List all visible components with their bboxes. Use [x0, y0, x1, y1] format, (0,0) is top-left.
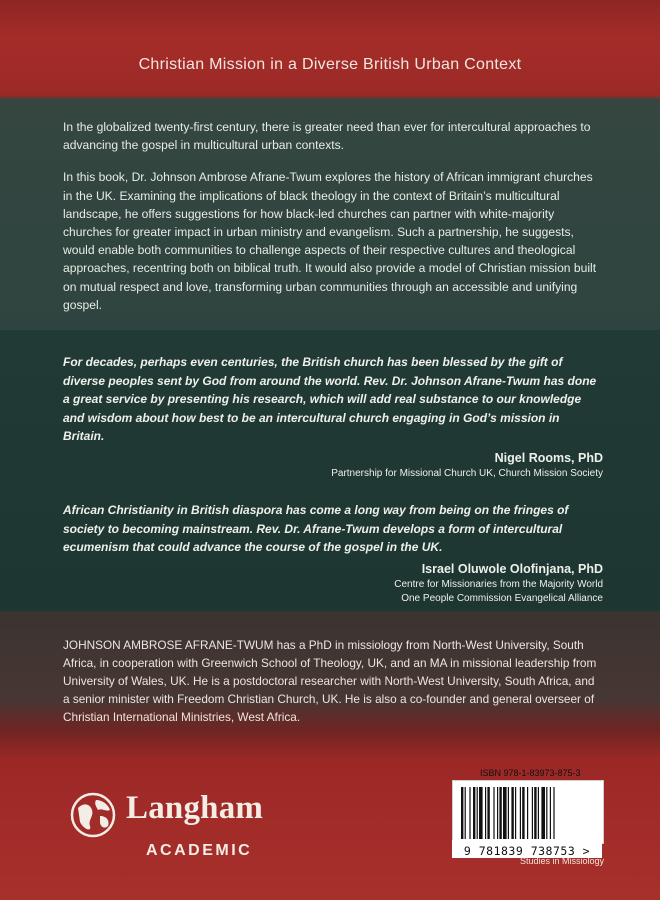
endorsement-quote: African Christianity in British diaspora has come a long way from being on the fringes of society to becoming mainstream. Rev. Dr. Afrane-Twum develops a form of intercultural ecumenism that could advance the course of the gospel in the UK.	[63, 502, 569, 555]
barcode-number: 9 781839 738753 >	[463, 844, 591, 858]
blurb-paragraph: In the globalized twenty-first century, there is greater need than ever for intercultural approaches to advancing the gospel in multicultural urban contexts.	[63, 120, 591, 153]
endorser-affiliation: One People Commission Evangelical Alliance	[401, 592, 603, 604]
endorsement-quote: For decades, perhaps even centuries, the British church has been blessed by the gift of diverse peoples sent by God from around the world. Rev. Dr. Johnson Afrane-Twum has done a great service by presenting his research, which will add real substance to our knowledge and wisdom about how best to be an intercultural church engaging in God’s mission in Britain.	[63, 355, 597, 444]
endorsement-attribution	[63, 449, 603, 481]
endorsements	[63, 353, 603, 606]
blurb	[63, 118, 603, 328]
globe-icon	[70, 792, 116, 838]
blurb-paragraph: In this book, Dr. Johnson Ambrose Afrane-Twum explores the history of African immigrant churches in the UK. Examining the implications of black theology in the context of Britain’s multicultural landscape, he offers suggestions for how black-led churches can partner with white-majority churches for greater impact in urban ministry and evangelism. Such a partnership, he suggests, would enable both communities to challenge aspects of their respective cultures and theological approaches, recentring both on biblical truth. It would also provide a model of Christian mission built on mutual respect and love, transforming urban communities through an accessible and unifying gospel.	[63, 170, 597, 312]
endorser-affiliation: Centre for Missionaries from the Majority World	[394, 578, 603, 590]
endorsement	[63, 353, 603, 481]
publisher-logo	[70, 786, 290, 866]
endorser-affiliation: Partnership for Missional Church UK, Church Mission Society	[331, 467, 603, 479]
isbn-label: ISBN 978-1-83973-875-3	[480, 768, 581, 778]
series-name: Studies in Missiology	[520, 856, 605, 866]
endorsement	[63, 501, 603, 606]
barcode-bars	[453, 781, 603, 843]
publisher-imprint: ACADEMIC	[146, 842, 253, 859]
endorser-name: Nigel Rooms, PhD	[494, 450, 603, 465]
endorsement-attribution	[63, 560, 603, 606]
endorser-name: Israel Oluwole Olofinjana, PhD	[421, 561, 603, 576]
barcode	[452, 780, 604, 844]
publisher-name: Langham	[126, 790, 264, 826]
cover-tagline: Christian Mission in a Diverse British Urban Context	[138, 56, 522, 73]
author-bio: JOHNSON AMBROSE AFRANE-TWUM has a PhD in missiology from North-West University, South Africa, in cooperation with Greenwich School of Theology, UK, and an MA in missional leadership from University of Wales, UK. He is a postdoctoral researcher with North-West University, South Africa, and a senior minister with Freedom Christian Church, UK. He is also a co-founder and general overseer of Christian International Ministries, West Africa.	[63, 638, 597, 724]
